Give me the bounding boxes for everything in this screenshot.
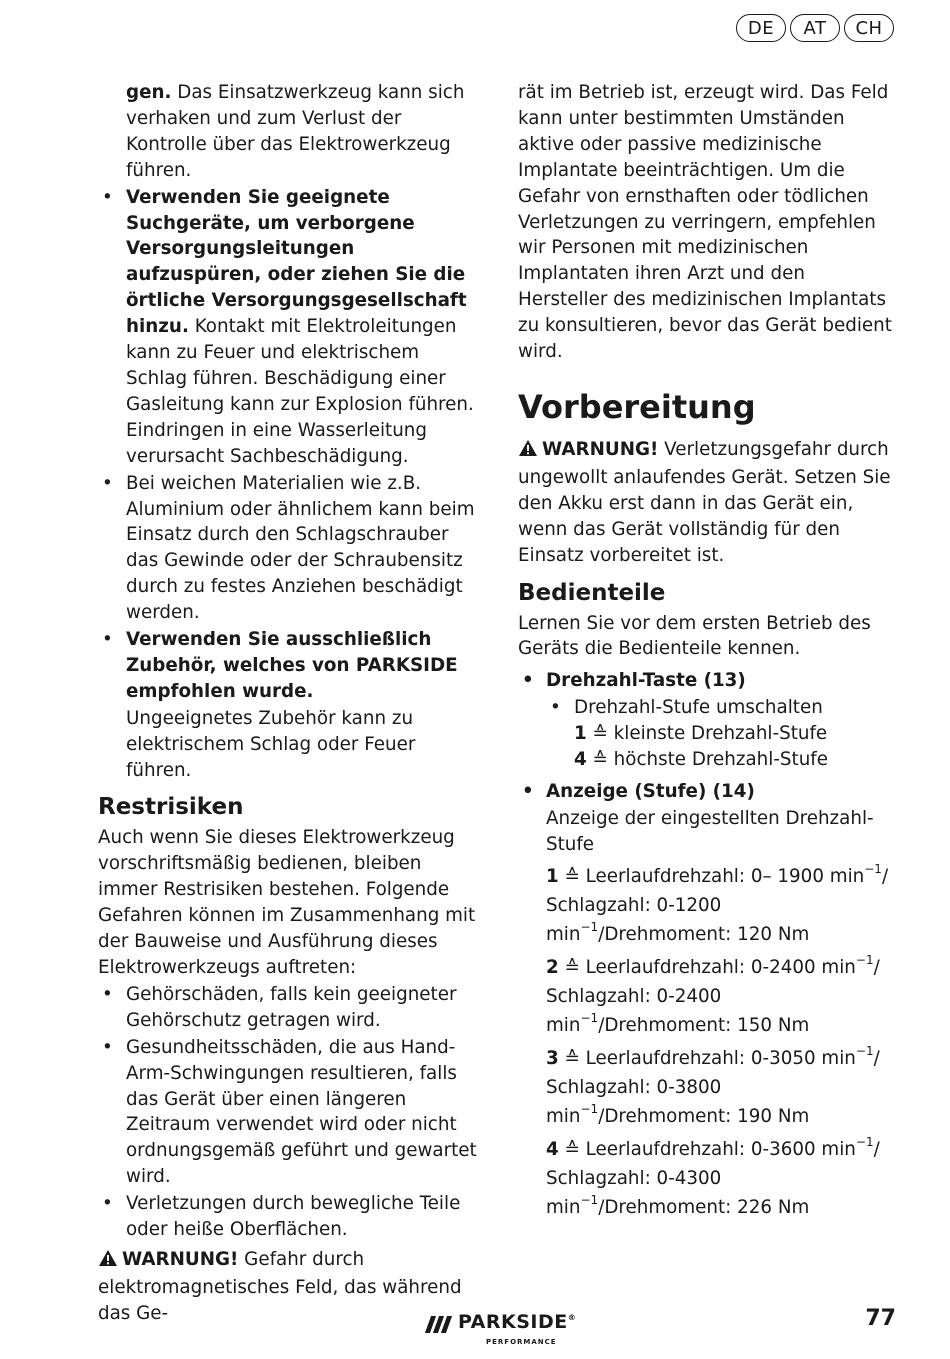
anzeige-item: • Anzeige (Stufe) (14) bbox=[518, 779, 896, 805]
warning-triangle-icon bbox=[518, 439, 538, 465]
spec-number: 1 bbox=[546, 865, 559, 887]
speed-level-max bbox=[518, 747, 896, 773]
level-number: 4 bbox=[574, 749, 587, 771]
bold-fragment: gen. bbox=[126, 82, 172, 103]
spec-level-1 bbox=[518, 862, 896, 949]
country-codes bbox=[736, 14, 894, 42]
warning-text: Gefahr durch elektromagnetisches Feld, das während das Ge- bbox=[98, 1248, 462, 1324]
bold-fragment: Verwenden Sie ausschließlich Zubehör, welches von PARKSIDE empfohlen wurde. bbox=[126, 629, 458, 702]
warning-label: WARNUNG! bbox=[542, 438, 659, 460]
left-column bbox=[98, 80, 480, 1327]
level-text: ≙ höchste Drehzahl-Stufe bbox=[586, 749, 828, 771]
spec-number: 2 bbox=[546, 956, 559, 978]
level-number: 1 bbox=[574, 723, 587, 745]
country-badge-de: DE bbox=[736, 14, 786, 42]
spec-torque: /Drehmoment: 120 Nm bbox=[598, 923, 810, 945]
spec-level-2 bbox=[518, 953, 896, 1040]
accessories-text: Ungeeignetes Zubehör kann zu elektrischem Schlag oder Feuer führen. bbox=[126, 707, 416, 781]
restrisiken-intro: Auch wenn Sie dieses Elektrowerkzeug vorschriftsmäßig bedienen, bleiben immer Restrisiken bestehen. Folgende Gefahren können im Zusammenhang mit der Bauweise und Ausführung dieses Elektrowerkzeugs auftreten: bbox=[98, 827, 476, 978]
bedienteile-heading: Bedienteile bbox=[518, 579, 666, 606]
spec-unit-exp: −1 bbox=[580, 1101, 599, 1116]
logo-stripes-icon bbox=[428, 1316, 449, 1333]
battery-warning bbox=[518, 437, 896, 569]
country-badge-at: AT bbox=[790, 14, 840, 42]
spec-unit-exp: −1 bbox=[580, 1010, 599, 1025]
drehzahl-taste-item: • Drehzahl-Taste (13) bbox=[518, 668, 896, 694]
restrisiken-heading: Restrisiken bbox=[98, 794, 244, 821]
warning-triangle-icon bbox=[98, 1249, 118, 1275]
bullet-detection-devices bbox=[98, 185, 480, 470]
spec-torque: /Drehmoment: 190 Nm bbox=[598, 1105, 810, 1127]
spec-idle: ≙ Leerlaufdrehzahl: 0– 1900 min bbox=[558, 865, 865, 887]
bedienteile-intro: Lernen Sie vor dem ersten Betrieb des Geräts die Bedienteile kennen. bbox=[518, 612, 871, 660]
page-number: 77 bbox=[865, 1306, 896, 1331]
parkside-logo bbox=[428, 1310, 588, 1350]
right-column bbox=[518, 80, 896, 1222]
risk-item: • Gehörschäden, falls kein geeigneter Gehörschutz getragen wird. bbox=[98, 982, 480, 1034]
text-fragment: Kontakt mit Elektroleitungen kann zu Feuer und elektrischem Schlag führen. Beschädigung einer Gasleitung kann zur Explosion führen. Eindringen in eine Wasserleitung verursacht Sachbeschädigung. bbox=[126, 316, 474, 467]
risk-item: • Gesundheitsschäden, die aus Hand-Arm-Schwingungen resultieren, falls das Gerät über einen längeren Zeitraum verwendet wird oder nicht ordnungsgemäß geführt und gewartet wird. bbox=[98, 1035, 480, 1190]
spec-number: 3 bbox=[546, 1047, 559, 1069]
emf-warning bbox=[98, 1247, 480, 1327]
warning-text: Verletzungsgefahr durch ungewollt anlaufendes Gerät. Setzen Sie den Akku erst dann in das Gerät ein, wenn das Gerät vollständig für den Einsatz vorbereitet ist. bbox=[518, 438, 891, 566]
spec-level-3 bbox=[518, 1044, 896, 1131]
spec-impact: / Schlagzahl: 0-4300 min bbox=[546, 1138, 880, 1218]
speed-level-min bbox=[518, 721, 896, 747]
warning-label: WARNUNG! bbox=[122, 1248, 239, 1270]
spec-unit-exp: −1 bbox=[580, 1192, 599, 1207]
text-fragment: Das Einsatzwerkzeug kann sich verhaken und zum Verlust der Kontrolle über das Elektrowerkzeug führen. bbox=[126, 82, 465, 181]
spec-idle: ≙ Leerlaufdrehzahl: 0-3050 min bbox=[558, 1047, 856, 1069]
risk-item: • Verletzungen durch bewegliche Teile oder heiße Oberflächen. bbox=[98, 1191, 480, 1243]
spec-unit-exp: −1 bbox=[855, 1134, 874, 1149]
bold-fragment: Verwenden Sie geeignete Suchgeräte, um verborgene Versorgungsleitungen aufzuspüren, oder ziehen Sie die örtliche Versorgungsgesellschaft hinzu. bbox=[126, 186, 467, 338]
spec-impact: / Schlagzahl: 0-3800 min bbox=[546, 1047, 880, 1127]
vorbereitung-heading: Vorbereitung bbox=[518, 387, 756, 426]
spec-unit-exp: −1 bbox=[580, 919, 599, 934]
continued-paragraph bbox=[98, 80, 480, 184]
logo-subtitle: PERFORMANCE bbox=[486, 1338, 557, 1346]
spec-impact: / Schlagzahl: 0-2400 min bbox=[546, 956, 880, 1036]
logo-brand: PARKSIDE® bbox=[458, 1311, 577, 1333]
spec-torque: /Drehmoment: 226 Nm bbox=[598, 1196, 810, 1218]
drehzahl-sub-item: • Drehzahl-Stufe umschalten bbox=[546, 695, 896, 721]
spec-unit-exp: −1 bbox=[855, 952, 874, 967]
spec-idle: ≙ Leerlaufdrehzahl: 0-2400 min bbox=[558, 956, 856, 978]
bullet-accessories bbox=[98, 627, 480, 705]
spec-unit-exp: −1 bbox=[864, 861, 882, 876]
emf-warning-continued: rät im Betrieb ist, erzeugt wird. Das Feld kann unter bestimmten Umständen aktive oder passive medizinische Implantate beeinträchtigen. Um die Gefahr von ernsthaften oder tödlichen Verletzungen zu verringern, empfehlen wir Personen mit medizinischen Implantaten ihren Arzt und den Hersteller des medizinischen Implantats zu konsultieren, bevor das Gerät bedient wird. bbox=[518, 82, 892, 363]
spec-impact: / Schlagzahl: 0-1200 min bbox=[546, 865, 889, 945]
spec-torque: /Drehmoment: 150 Nm bbox=[598, 1014, 810, 1036]
country-badge-ch: CH bbox=[844, 14, 894, 42]
spec-number: 4 bbox=[546, 1138, 559, 1160]
spec-unit-exp: −1 bbox=[855, 1043, 874, 1058]
bullet-soft-materials: • Bei weichen Materialien wie z.B. Aluminium oder ähnlichem kann beim Einsatz durch den Schlagschrauber das Gewinde oder der Schraubensitz durch zu festes Anziehen beschädigt werden. bbox=[98, 471, 480, 626]
anzeige-description: Anzeige der eingestellten Drehzahl-Stufe bbox=[546, 807, 874, 855]
level-text: ≙ kleinste Drehzahl-Stufe bbox=[586, 723, 828, 745]
spec-idle: ≙ Leerlaufdrehzahl: 0-3600 min bbox=[558, 1138, 856, 1160]
spec-level-4 bbox=[518, 1135, 896, 1222]
